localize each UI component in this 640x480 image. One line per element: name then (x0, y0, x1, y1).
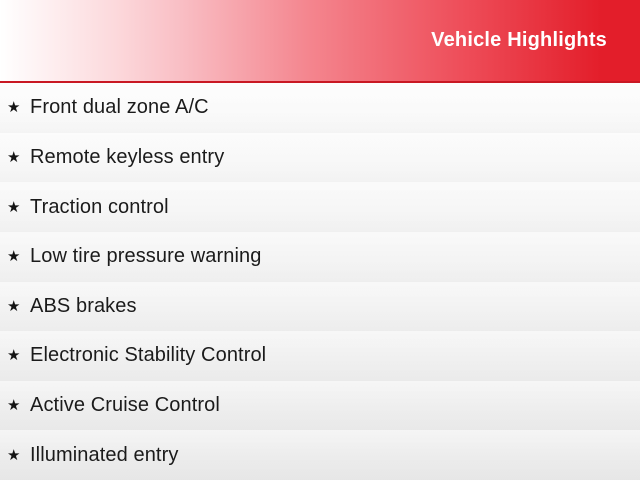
feature-label: Low tire pressure warning (30, 245, 262, 268)
feature-label: Active Cruise Control (30, 394, 220, 417)
list-item (0, 182, 640, 232)
feature-label: Traction control (30, 195, 169, 218)
star-icon: ★ (7, 248, 21, 266)
star-icon: ★ (7, 99, 21, 117)
feature-label: Electronic Stability Control (30, 344, 267, 367)
list-item (0, 430, 640, 480)
list-item (0, 331, 640, 381)
list-item (0, 282, 640, 332)
list-item (0, 232, 640, 282)
list-item (0, 133, 640, 183)
star-icon: ★ (7, 347, 21, 365)
star-icon: ★ (7, 297, 21, 315)
star-icon: ★ (7, 148, 21, 166)
star-icon: ★ (7, 198, 21, 216)
header-banner (0, 0, 640, 83)
page-title: Vehicle Highlights (431, 29, 607, 51)
feature-label: Front dual zone A/C (30, 96, 209, 119)
star-icon: ★ (7, 397, 21, 415)
feature-label: Remote keyless entry (30, 145, 225, 168)
highlights-list (0, 83, 640, 480)
feature-label: ABS brakes (30, 294, 137, 317)
star-icon: ★ (7, 446, 21, 464)
list-item (0, 83, 640, 133)
list-item (0, 381, 640, 431)
feature-label: Illuminated entry (30, 443, 179, 466)
